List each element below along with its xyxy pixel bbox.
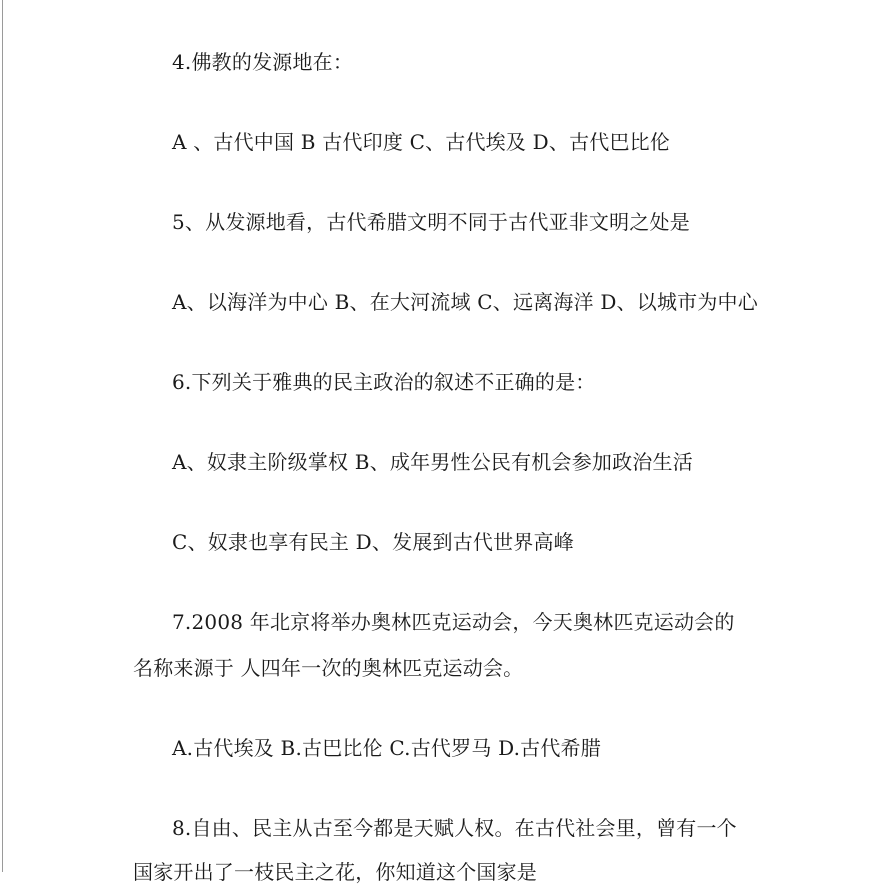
question-6-options-ab: A、奴隶主阶级掌权 B、成年男性公民有机会参加政治生活	[172, 450, 693, 474]
question-6-text: 6.下列关于雅典的民主政治的叙述不正确的是：	[172, 370, 596, 394]
question-4-text: 4.佛教的发源地在：	[172, 50, 354, 74]
question-4-options: A 、古代中国 B 古代印度 C、古代埃及 D、古代巴比伦	[172, 130, 671, 154]
question-7-text-continued: 名称来源于 人四年一次的奥林匹克运动会。	[133, 656, 524, 680]
question-7-options: A.古代埃及 B.古巴比伦 C.古代罗马 D.古代希腊	[172, 736, 601, 760]
question-5-options: A、以海洋为中心 B、在大河流域 C、远离海洋 D、以城市为中心	[172, 290, 758, 314]
question-6-options-cd: C、奴隶也享有民主 D、发展到古代世界高峰	[172, 530, 574, 554]
question-8-text: 8.自由、民主从古至今都是天赋人权。在古代社会里，曾有一个	[172, 816, 737, 840]
question-5-text: 5、从发源地看，古代希腊文明不同于古代亚非文明之处是	[172, 210, 690, 234]
question-8-text-continued: 国家开出了一枝民主之花，你知道这个国家是	[133, 860, 537, 884]
question-7-text: 7.2008 年北京将举办奥林匹克运动会，今天奥林匹克运动会的	[172, 610, 735, 634]
